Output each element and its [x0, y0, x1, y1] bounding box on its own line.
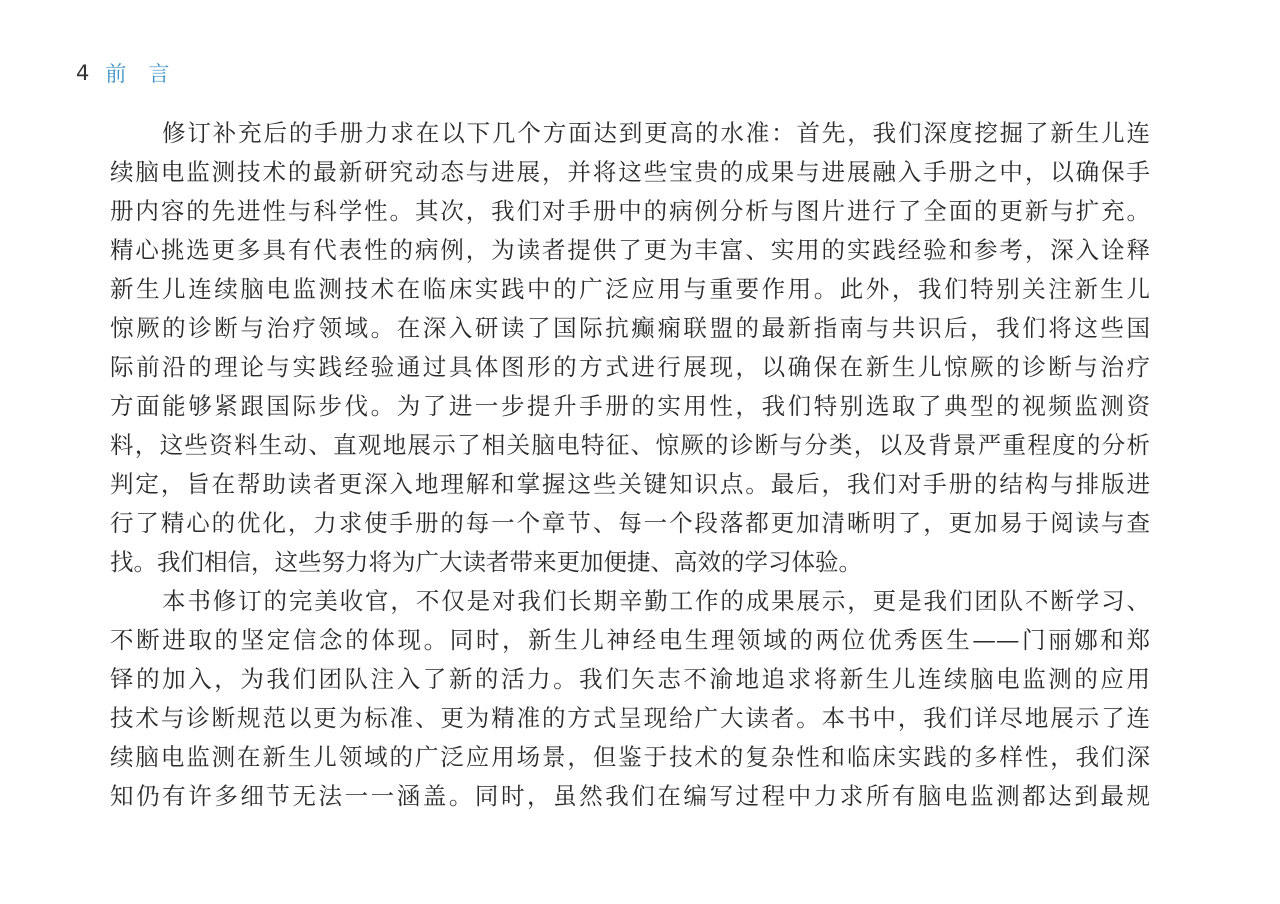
paragraph-1	[110, 114, 1150, 582]
text-line: 知仍有许多细节无法一一涵盖。同时，虽然我们在编写过程中力求所有脑电监测都达到最规	[110, 782, 1150, 810]
text-line: 册内容的先进性与科学性。其次，我们对手册中的病例分析与图片进行了全面的更新与扩充。	[110, 197, 1150, 225]
page-number: 4	[76, 61, 90, 85]
text-line: 本书修订的完美收官，不仅是对我们长期辛勤工作的成果展示，更是我们团队不断学习、	[162, 587, 1150, 615]
text-line: 不断进取的坚定信念的体现。同时，新生儿神经电生理领域的两位优秀医生——门丽娜和郑	[110, 626, 1150, 654]
text-line: 技术与诊断规范以更为标准、更为精准的方式呈现给广大读者。本书中，我们详尽地展示了连	[110, 704, 1150, 732]
text-line: 精心挑选更多具有代表性的病例，为读者提供了更为丰富、实用的实践经验和参考，深入诠释	[110, 236, 1150, 264]
text-line: 判定，旨在帮助读者更深入地理解和掌握这些关键知识点。最后，我们对手册的结构与排版进	[110, 470, 1150, 498]
text-line: 续脑电监测在新生儿领域的广泛应用场景，但鉴于技术的复杂性和临床实践的多样性，我们深	[110, 743, 1150, 771]
text-line: 铎的加入，为我们团队注入了新的活力。我们矢志不渝地追求将新生儿连续脑电监测的应用	[110, 665, 1150, 693]
text-line: 修订补充后的手册力求在以下几个方面达到更高的水准：首先，我们深度挖掘了新生儿连	[162, 119, 1150, 147]
section-title: 前言	[105, 62, 192, 86]
text-line: 找。我们相信，这些努力将为广大读者带来更加便捷、高效的学习体验。	[110, 548, 862, 576]
paragraph-2	[110, 582, 1150, 816]
body-text	[110, 114, 1150, 816]
text-line: 惊厥的诊断与治疗领域。在深入研读了国际抗癫痫联盟的最新指南与共识后，我们将这些国	[110, 314, 1150, 342]
text-line: 际前沿的理论与实践经验通过具体图形的方式进行展现，以确保在新生儿惊厥的诊断与治疗	[110, 353, 1150, 381]
text-line: 方面能够紧跟国际步伐。为了进一步提升手册的实用性，我们特别选取了典型的视频监测资	[110, 392, 1150, 420]
running-header	[76, 58, 191, 88]
text-line: 新生儿连续脑电监测技术在临床实践中的广泛应用与重要作用。此外，我们特别关注新生儿	[110, 275, 1150, 303]
text-line: 料，这些资料生动、直观地展示了相关脑电特征、惊厥的诊断与分类，以及背景严重程度的分析	[110, 431, 1150, 459]
text-line: 续脑电监测技术的最新研究动态与进展，并将这些宝贵的成果与进展融入手册之中，以确保手	[110, 158, 1150, 186]
text-line: 行了精心的优化，力求使手册的每一个章节、每一个段落都更加清晰明了，更加易于阅读与查	[110, 509, 1150, 537]
